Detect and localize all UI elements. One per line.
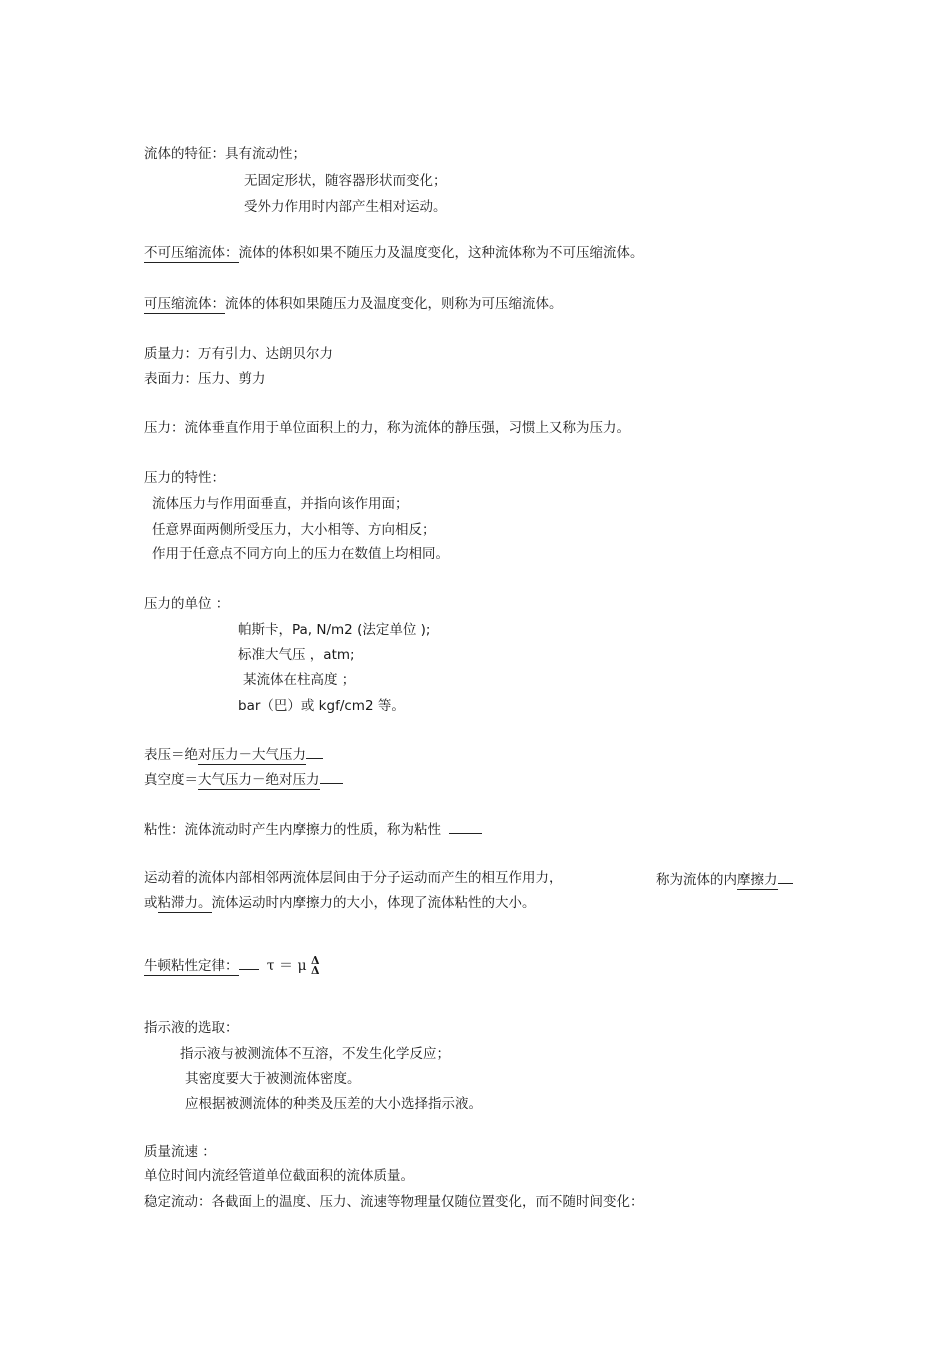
newton-law-label: 牛顿粘性定律： [144,958,239,974]
fluid-features-label: 流体的特征： [144,146,225,162]
viscosity-text: 粘性：流体流动时产生内摩擦力的性质，称为粘性 [144,822,441,838]
compressible-fluid-def [144,295,563,313]
incompressible-term: 不可压缩流体： [144,245,239,261]
viscosity-line [144,819,482,839]
pressure-unit-item: 帕斯卡，Pa, N/m2 (法定单位 ); [238,622,431,638]
mass-flow-title: 质量流速 ： [144,1144,216,1160]
frac-bottom: Δ [311,964,320,977]
steady-flow-definition: 稳定流动：各截面上的温度、压力、流速等物理量仅随位置变化，而不随时间变化： [144,1194,644,1210]
vacuum-line [144,769,343,789]
indicator-item: 应根据被测流体的种类及压差的大小选择指示液。 [185,1096,482,1112]
internal-friction-line-2 [144,894,536,912]
gauge-pressure-prefix: 表压＝绝 [144,747,198,763]
or-text: 或 [144,895,158,911]
formula-fraction [311,956,320,976]
mass-force-line: 质量力：万有引力、达朗贝尔力 [144,346,333,362]
underline-blank [239,955,259,970]
vacuum-formula: 大气压力－绝对压力 [198,772,320,788]
gauge-pressure-line [144,744,323,764]
gauge-pressure-formula: 对压力－大气压力 [198,747,306,763]
indicator-item: 其密度要大于被测流体密度。 [185,1071,361,1087]
internal-friction-line-1b [656,869,793,889]
pressure-unit-item: bar（巴）或 kgf/cm2 等。 [238,698,405,714]
mass-flow-definition: 单位时间内流经管道单位截面积的流体质量。 [144,1168,414,1184]
newton-viscosity-law [144,955,320,976]
incompressible-text: 流体的体积如果不随压力及温度变化，这种流体称为不可压缩流体。 [238,245,644,261]
indicator-item: 指示液与被测流体不互溶，不发生化学反应； [180,1046,450,1062]
formula-lhs: τ ＝ μ [266,958,307,974]
underline-blank [306,744,323,759]
frac-top: Δ [311,954,320,967]
incompressible-fluid-def [144,244,644,262]
pressure-props-title: 压力的特性： [144,470,225,486]
viscous-force-term: 粘滞力。 [157,895,212,911]
fluid-feature-item: 无固定形状，随容器形状而变化； [244,173,447,189]
internal-friction-text: 称为流体的内 [656,872,737,888]
underline-blank [778,869,793,884]
compressible-text: 流体的体积如果随压力及温度变化，则称为可压缩流体。 [225,296,563,312]
fluid-features-line [144,145,306,163]
pressure-prop-item: 作用于任意点不同方向上的压力在数值上均相同。 [152,546,449,562]
pressure-definition: 压力：流体垂直作用于单位面积上的力，称为流体的静压强，习惯上又称为压力。 [144,420,630,436]
internal-friction-explain: 流体运动时内摩擦力的大小，体现了流体粘性的大小。 [211,895,536,911]
internal-friction-term: 摩擦力 [737,872,778,888]
surface-force-line: 表面力：压力、剪力 [144,371,266,387]
indicator-title: 指示液的选取： [144,1020,239,1036]
fluid-feature-item: 受外力作用时内部产生相对运动。 [244,199,447,215]
fluid-feature-item: 具有流动性； [225,146,306,162]
pressure-unit-item: 某流体在柱高度 ； [243,672,356,688]
compressible-term: 可压缩流体： [144,296,225,312]
pressure-units-title: 压力的单位 ： [144,596,230,612]
internal-friction-line-1a: 运动着的流体内部相邻两流体层间由于分子运动而产生的相互作用力， [144,870,563,886]
vacuum-prefix: 真空度＝ [144,772,198,788]
newton-formula [266,954,320,977]
underline-blank [449,819,482,834]
underline-blank [320,769,343,784]
pressure-prop-item: 任意界面两侧所受压力，大小相等、方向相反； [152,522,436,538]
pressure-unit-item: 标准大气压 ，atm; [238,647,355,663]
pressure-prop-item: 流体压力与作用面垂直，并指向该作用面； [152,496,409,512]
